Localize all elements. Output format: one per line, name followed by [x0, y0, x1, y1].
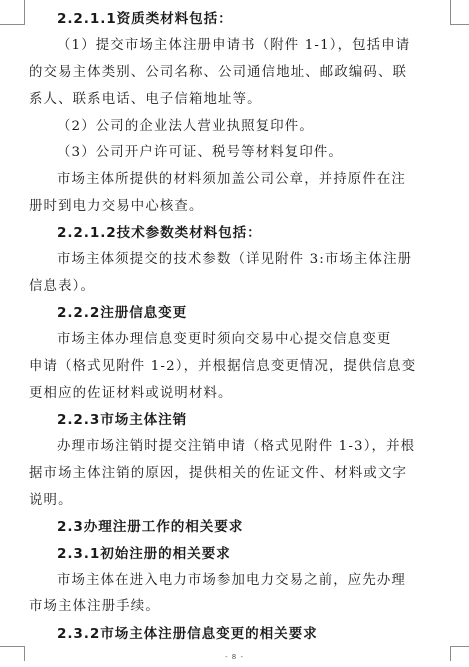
paragraph-line: 信息表）。 [29, 279, 96, 294]
paragraph-line: 市场主体注册手续。 [29, 599, 160, 614]
heading-2-3: 2.3办理注册工作的相关要求 [57, 519, 244, 535]
paragraph-line: 的交易主体类别、公司名称、公司通信地址、邮政编码、联 [29, 65, 408, 80]
paragraph-line: （2）公司的企业法人营业执照复印件。 [57, 119, 314, 134]
paragraph-line: 据市场主体注销的原因，提供相关的佐证文件、材料或文字 [29, 466, 408, 481]
paragraph-line: 申请（格式见附件 1-2），并根据信息变更情况，提供信息变 [29, 359, 417, 374]
paragraph-line: 市场主体办理信息变更时须向交易中心提交信息变更 [57, 332, 392, 347]
paragraph-line: （1）提交市场主体注册申请书（附件 1-1），包括申请 [57, 38, 411, 53]
paragraph-line: 市场主体在进入电力市场参加电力交易之前，应先办理 [57, 573, 406, 588]
heading-2-2-3: 2.2.3市场主体注销 [57, 412, 188, 428]
heading-2-3-2: 2.3.2市场主体注册信息变更的相关要求 [57, 626, 318, 642]
paragraph-line: 市场主体所提供的材料须加盖公司公章，并持原件在注 [57, 172, 406, 187]
paragraph-line: （3）公司开户许可证、税号等材料复印件。 [57, 145, 343, 160]
paragraph-line: 册时到电力交易中心核查。 [29, 199, 204, 214]
paragraph-line: 市场主体须提交的技术参数（详见附件 3:市场主体注册 [57, 252, 413, 267]
heading-2-2-2: 2.2.2注册信息变更 [57, 305, 188, 321]
paragraph-line: 办理市场注销时提交注销申请（格式见附件 1-3），并根 [57, 439, 416, 454]
paragraph-line: 更相应的佐证材料或说明材料。 [29, 386, 233, 401]
heading-2-2-1-1: 2.2.1.1资质类材料包括： [57, 11, 233, 27]
paragraph-line: 系人、联系电话、电子信箱地址等。 [29, 92, 262, 107]
paragraph-line: 说明。 [29, 493, 73, 508]
heading-2-2-1-2: 2.2.1.2技术参数类材料包括： [57, 225, 262, 241]
heading-2-3-1: 2.3.1初始注册的相关要求 [57, 546, 231, 562]
page-number: - 8 - [225, 653, 244, 661]
